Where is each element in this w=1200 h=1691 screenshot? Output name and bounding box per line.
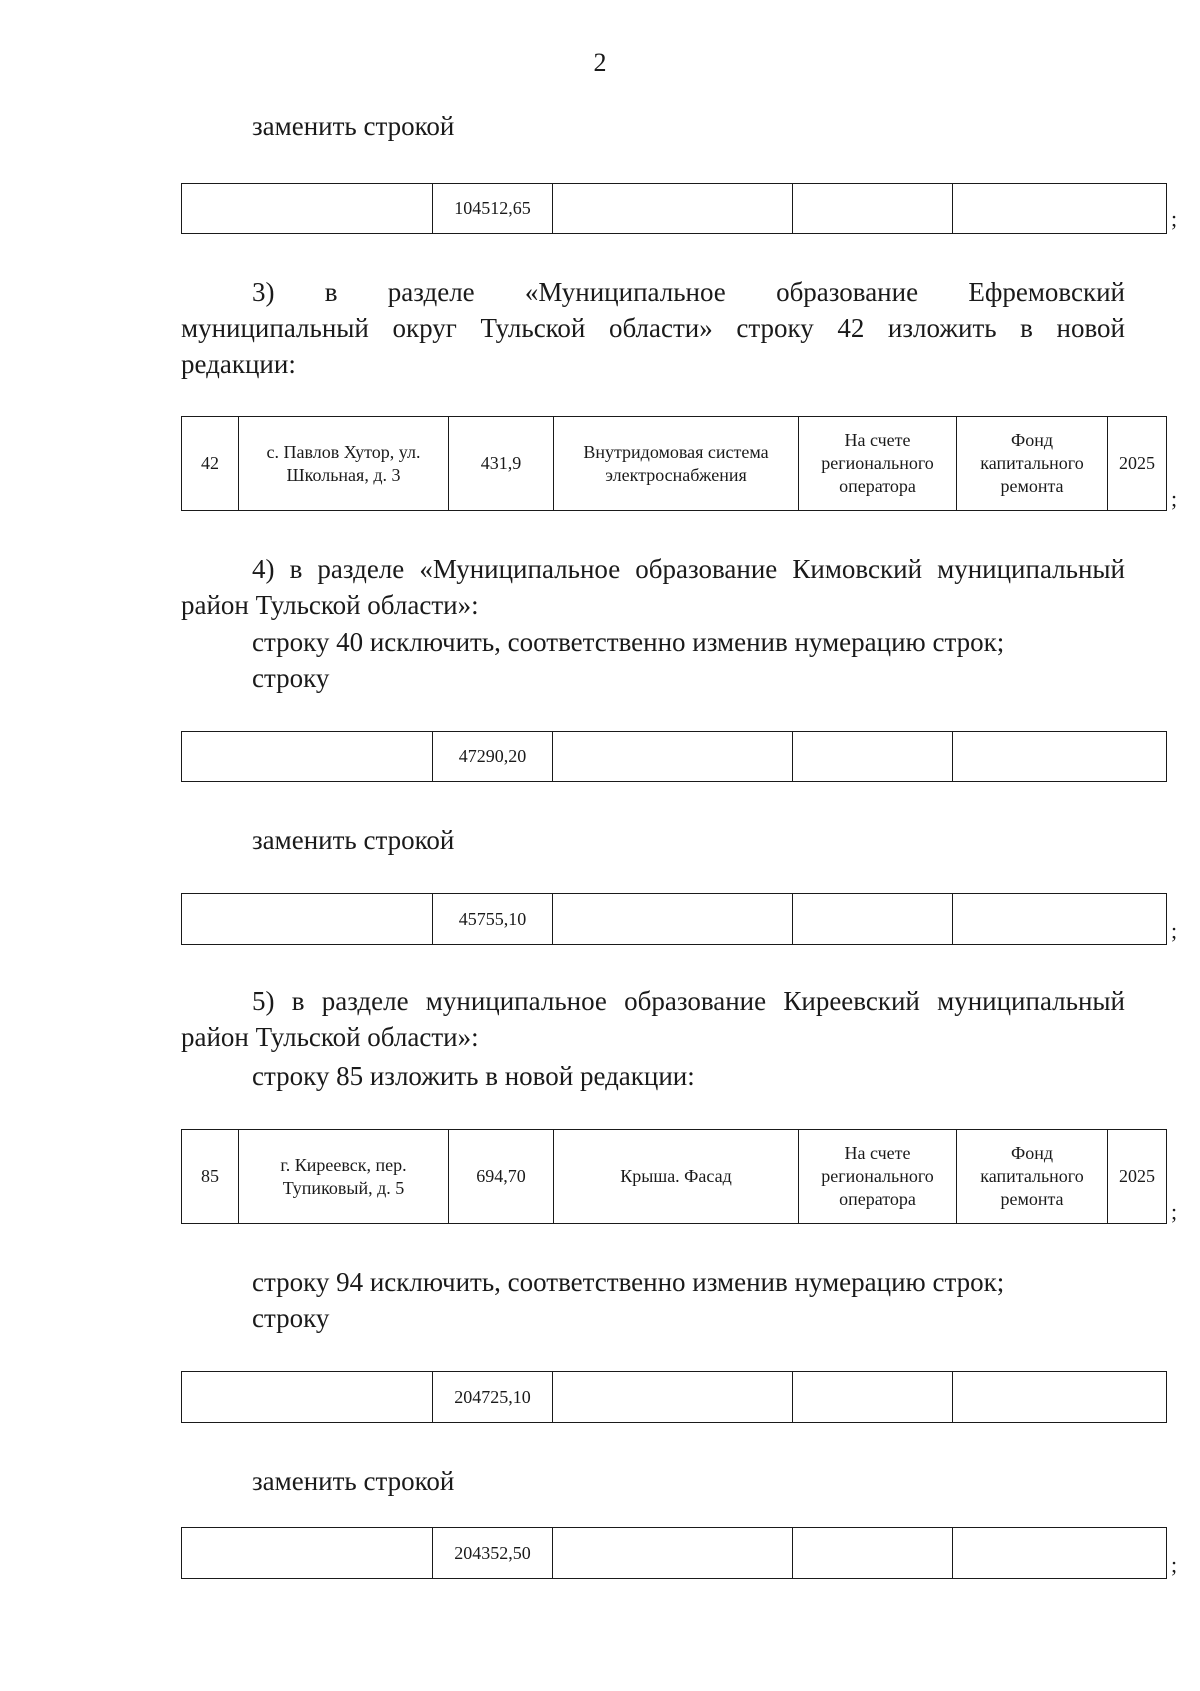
item-5-paragraph xyxy=(181,983,1125,1055)
paragraph-line: 5) в разделе муниципальное образование Киреевский муниципальный xyxy=(252,986,1125,1016)
row-end-semicolon: ; xyxy=(1171,486,1178,511)
paragraph-line: район Тульской области»: xyxy=(181,1022,479,1052)
cell-amount: 204725,10 xyxy=(433,1372,553,1423)
paragraph-line: район Тульской области»: xyxy=(181,590,479,620)
item-3-paragraph xyxy=(181,274,1125,382)
cell-amount: 47290,20 xyxy=(433,732,553,782)
table-row xyxy=(182,1372,1167,1423)
set-row-85-text: строку 85 изложить в новой редакции: xyxy=(252,1061,695,1091)
exclude-row-94-text: строку 94 исключить, соответственно изменив нумерацию строк; xyxy=(252,1267,1005,1297)
row-end-semicolon: ; xyxy=(1171,1552,1178,1577)
cell-row-number: 42 xyxy=(182,417,239,511)
cell-empty xyxy=(182,894,433,945)
row-word-text: строку xyxy=(252,1303,330,1333)
cell-empty xyxy=(553,894,793,945)
replace-with-row-text-2: заменить строкой xyxy=(252,825,455,855)
table-row-85 xyxy=(181,1129,1167,1224)
cell-amount: 45755,10 xyxy=(433,894,553,945)
cell-empty xyxy=(182,732,433,782)
cell-row-number: 85 xyxy=(182,1130,239,1224)
paragraph-line: муниципальный округ Тульской области» строку 42 изложить в новой xyxy=(181,313,1125,343)
cell-empty xyxy=(553,1528,793,1579)
cell-empty xyxy=(182,184,433,234)
cell-empty xyxy=(793,184,953,234)
cell-year: 2025 xyxy=(1108,1130,1167,1224)
table-amount-row-1 xyxy=(181,183,1167,234)
table-row xyxy=(182,732,1167,782)
row-word-text: строку xyxy=(252,663,330,693)
replace-with-row-text-1: заменить строкой xyxy=(252,111,455,141)
cell-funding-source: Фонд капитального ремонта xyxy=(957,1130,1108,1224)
table-amount-row-new-5 xyxy=(181,1527,1167,1579)
cell-empty xyxy=(953,894,1167,945)
cell-year: 2025 xyxy=(1108,417,1167,511)
cell-work-type: Крыша. Фасад xyxy=(554,1130,799,1224)
page-number: 2 xyxy=(593,48,607,77)
cell-cost: 431,9 xyxy=(449,417,554,511)
cell-amount: 204352,50 xyxy=(433,1528,553,1579)
paragraph-line: 4) в разделе «Муниципальное образование Кимовский муниципальный xyxy=(252,554,1125,584)
table-amount-row-old-4 xyxy=(181,731,1167,782)
table-row xyxy=(182,184,1167,234)
cell-address: г. Киреевск, пер. Тупиковый, д. 5 xyxy=(239,1130,449,1224)
cell-empty xyxy=(793,894,953,945)
row-end-semicolon: ; xyxy=(1171,918,1178,943)
paragraph-line: 3) в разделе «Муниципальное образование Ефремовский xyxy=(252,277,1125,307)
cell-empty xyxy=(553,184,793,234)
cell-amount: 104512,65 xyxy=(433,184,553,234)
cell-empty xyxy=(953,1372,1167,1423)
cell-empty xyxy=(793,1372,953,1423)
cell-empty xyxy=(953,1528,1167,1579)
cell-account: На счете регионального оператора xyxy=(799,1130,957,1224)
table-row xyxy=(182,894,1167,945)
cell-empty xyxy=(553,1372,793,1423)
table-amount-row-new-4 xyxy=(181,893,1167,945)
cell-empty xyxy=(953,732,1167,782)
cell-empty xyxy=(182,1528,433,1579)
paragraph-line: редакции: xyxy=(181,349,296,379)
table-row-42 xyxy=(181,416,1167,511)
cell-work-type: Внутридомовая система электроснабжения xyxy=(554,417,799,511)
table-amount-row-old-5 xyxy=(181,1371,1167,1423)
item-4-paragraph xyxy=(181,551,1125,623)
cell-account: На счете регионального оператора xyxy=(799,417,957,511)
cell-empty xyxy=(793,1528,953,1579)
replace-with-row-text-3: заменить строкой xyxy=(252,1466,455,1496)
cell-empty xyxy=(553,732,793,782)
cell-empty xyxy=(793,732,953,782)
cell-funding-source: Фонд капитального ремонта xyxy=(957,417,1108,511)
row-end-semicolon: ; xyxy=(1171,1199,1178,1224)
table-row xyxy=(182,1130,1167,1224)
table-row xyxy=(182,1528,1167,1579)
cell-empty xyxy=(182,1372,433,1423)
cell-cost: 694,70 xyxy=(449,1130,554,1224)
exclude-row-40-text: строку 40 исключить, соответственно изменив нумерацию строк; xyxy=(252,627,1005,657)
cell-address: с. Павлов Хутор, ул. Школьная, д. 3 xyxy=(239,417,449,511)
cell-empty xyxy=(953,184,1167,234)
table-row xyxy=(182,417,1167,511)
row-end-semicolon: ; xyxy=(1171,206,1178,231)
